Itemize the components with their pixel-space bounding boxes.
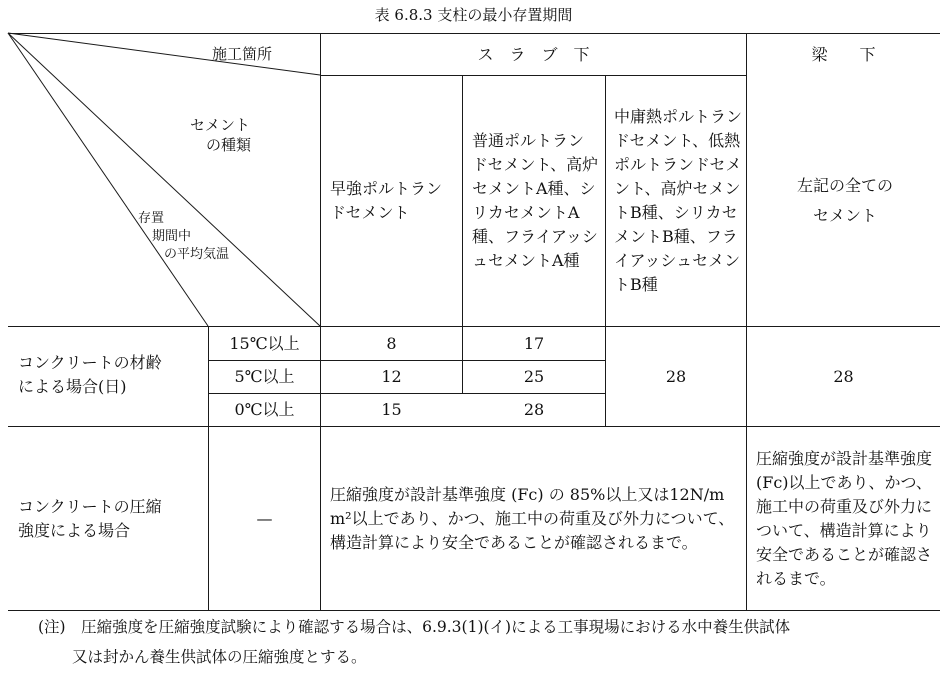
early-5: 12 — [381, 367, 402, 386]
header-temp-2: 期間中 — [152, 229, 192, 244]
col-moderate-heat: 中庸熱ポルトランドセメント、低熱ポルトランドセメント、高炉セメントB種、シリカセメントB種、フライアッシュセメントB種 — [614, 107, 743, 294]
row-age-label-2: による場合(日) — [18, 377, 127, 396]
normal-15: 17 — [523, 333, 545, 353]
note-line-1: (注) 圧縮強度を圧縮強度試験により確認する場合は、6.9.3(1)(イ)による工事現場における水中養生供試体 — [38, 618, 791, 636]
header-temp-3: の平均気温 — [164, 247, 230, 262]
row-age-label-1: コンクリートの材齢 — [18, 353, 162, 372]
row-strength-label-1: コンクリートの圧縮 — [18, 497, 162, 516]
normal-5: 25 — [523, 367, 545, 386]
temp-0: 0℃以上 — [234, 400, 295, 419]
header-location: 施工箇所 — [212, 45, 273, 63]
group-beam: 梁 下 — [811, 44, 876, 64]
strength-dash: — — [256, 508, 273, 528]
note-line-2: 又は封かん養生供試体の圧縮強度とする。 — [72, 648, 367, 666]
col-early-strength: 早強ポルトランドセメント — [330, 179, 443, 222]
header-temp-1: 存置 — [138, 211, 165, 226]
row-age-label — [18, 327, 208, 426]
strength-beam-text: 圧縮強度が設計基準強度(Fc)以上であり、かつ、施工中の荷重及び外力について、構造計算により安全であることが確認されるまで。 — [756, 448, 933, 588]
group-slab: ス ラ ブ 下 — [477, 44, 590, 64]
early-15: 8 — [386, 333, 397, 353]
header-cement-type-1: セメント — [190, 116, 251, 134]
col-all-cement: 左記の全てのセメント — [796, 176, 893, 225]
table-caption: 表 6.8.3 支柱の最小存置期間 — [374, 6, 573, 24]
moderate-all: 28 — [665, 366, 687, 386]
temp-15: 15℃以上 — [229, 333, 300, 353]
beam-all: 28 — [833, 366, 854, 386]
early-0: 15 — [381, 400, 402, 419]
row-strength-label — [18, 427, 208, 610]
normal-0: 28 — [523, 400, 545, 419]
strength-slab-text: 圧縮強度が設計基準強度 (Fc) の 85%以上又は12N/mm²以上であり、かつ、施工中の荷重及び外力について、構造計算により安全であることが確認されるまで。 — [330, 484, 735, 552]
header-cement-type-2: の種類 — [206, 136, 252, 154]
temp-5: 5℃以上 — [234, 367, 295, 386]
col-normal: 普通ポルトランドセメント、高炉セメントA種、シリカセメントA種、フライアッシュセメントA種 — [472, 131, 599, 270]
row-strength-label-2: 強度による場合 — [18, 521, 131, 540]
